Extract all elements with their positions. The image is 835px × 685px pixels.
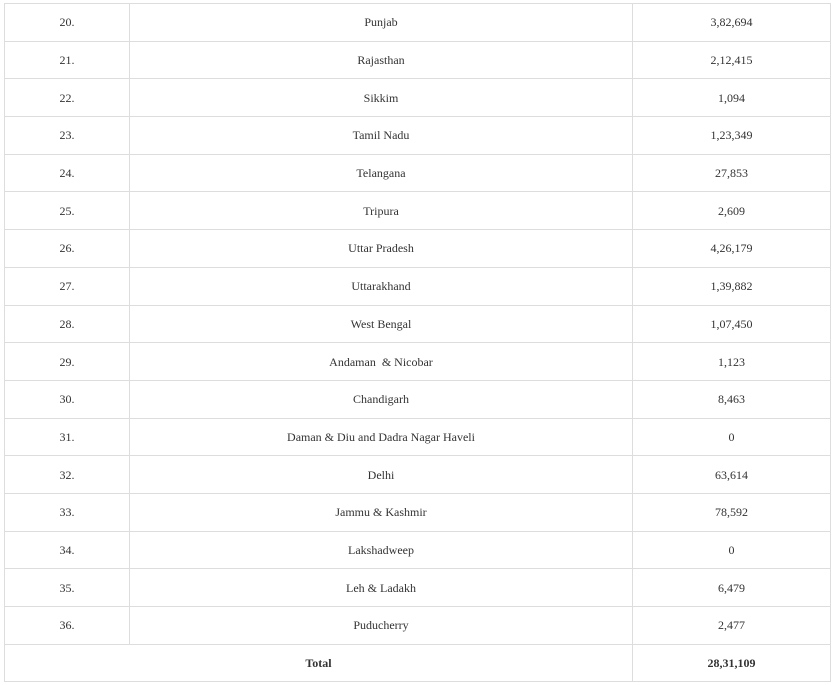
table-row xyxy=(5,41,831,79)
state-name-cell: West Bengal xyxy=(130,305,633,343)
value-cell: 4,26,179 xyxy=(633,230,831,268)
state-name-cell: Jammu & Kashmir xyxy=(130,493,633,531)
total-value: 28,31,109 xyxy=(633,644,831,682)
state-data-table xyxy=(4,3,831,682)
serial-number-cell: 35. xyxy=(5,569,130,607)
serial-number-cell: 30. xyxy=(5,380,130,418)
table-row xyxy=(5,154,831,192)
data-table-container xyxy=(4,3,831,682)
serial-number-cell: 27. xyxy=(5,267,130,305)
table-row xyxy=(5,267,831,305)
table-row xyxy=(5,230,831,268)
table-row xyxy=(5,305,831,343)
value-cell: 1,07,450 xyxy=(633,305,831,343)
table-row xyxy=(5,456,831,494)
serial-number-cell: 20. xyxy=(5,4,130,42)
state-name-cell: Chandigarh xyxy=(130,380,633,418)
table-row xyxy=(5,569,831,607)
state-name-cell: Tamil Nadu xyxy=(130,117,633,155)
state-name-cell: Andaman & Nicobar xyxy=(130,343,633,381)
value-cell: 2,12,415 xyxy=(633,41,831,79)
serial-number-cell: 32. xyxy=(5,456,130,494)
value-cell: 1,23,349 xyxy=(633,117,831,155)
value-cell: 78,592 xyxy=(633,493,831,531)
table-row xyxy=(5,4,831,42)
table-row xyxy=(5,343,831,381)
serial-number-cell: 36. xyxy=(5,607,130,645)
state-name-cell: Daman & Diu and Dadra Nagar Haveli xyxy=(130,418,633,456)
table-row xyxy=(5,607,831,645)
serial-number-cell: 24. xyxy=(5,154,130,192)
serial-number-cell: 33. xyxy=(5,493,130,531)
table-row xyxy=(5,117,831,155)
serial-number-cell: 28. xyxy=(5,305,130,343)
state-name-cell: Uttar Pradesh xyxy=(130,230,633,268)
value-cell: 6,479 xyxy=(633,569,831,607)
state-name-cell: Punjab xyxy=(130,4,633,42)
serial-number-cell: 34. xyxy=(5,531,130,569)
value-cell: 3,82,694 xyxy=(633,4,831,42)
serial-number-cell: 26. xyxy=(5,230,130,268)
table-row xyxy=(5,493,831,531)
value-cell: 63,614 xyxy=(633,456,831,494)
value-cell: 1,123 xyxy=(633,343,831,381)
state-name-cell: Lakshadweep xyxy=(130,531,633,569)
value-cell: 2,477 xyxy=(633,607,831,645)
serial-number-cell: 22. xyxy=(5,79,130,117)
value-cell: 2,609 xyxy=(633,192,831,230)
total-label: Total xyxy=(5,644,633,682)
state-name-cell: Telangana xyxy=(130,154,633,192)
table-body xyxy=(5,4,831,682)
serial-number-cell: 21. xyxy=(5,41,130,79)
state-name-cell: Puducherry xyxy=(130,607,633,645)
value-cell: 1,39,882 xyxy=(633,267,831,305)
serial-number-cell: 29. xyxy=(5,343,130,381)
value-cell: 27,853 xyxy=(633,154,831,192)
table-row xyxy=(5,79,831,117)
state-name-cell: Delhi xyxy=(130,456,633,494)
state-name-cell: Sikkim xyxy=(130,79,633,117)
table-row xyxy=(5,418,831,456)
state-name-cell: Tripura xyxy=(130,192,633,230)
table-row xyxy=(5,380,831,418)
value-cell: 0 xyxy=(633,418,831,456)
state-name-cell: Rajasthan xyxy=(130,41,633,79)
serial-number-cell: 23. xyxy=(5,117,130,155)
value-cell: 8,463 xyxy=(633,380,831,418)
table-row xyxy=(5,192,831,230)
state-name-cell: Leh & Ladakh xyxy=(130,569,633,607)
serial-number-cell: 31. xyxy=(5,418,130,456)
total-row xyxy=(5,644,831,682)
serial-number-cell: 25. xyxy=(5,192,130,230)
state-name-cell: Uttarakhand xyxy=(130,267,633,305)
value-cell: 1,094 xyxy=(633,79,831,117)
table-row xyxy=(5,531,831,569)
value-cell: 0 xyxy=(633,531,831,569)
